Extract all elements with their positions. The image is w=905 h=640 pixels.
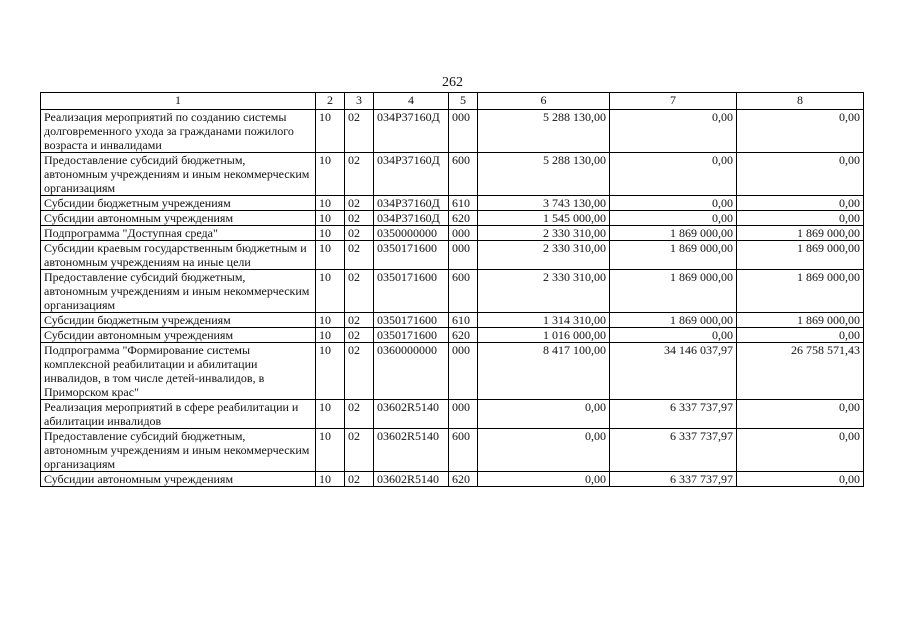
expense-type-cell: 000 (449, 226, 478, 241)
row-name-cell: Предоставление субсидий бюджетным, автономным учреждениям и иным некоммерческим организациям (41, 429, 316, 472)
row-name-cell: Субсидии автономным учреждениям (41, 211, 316, 226)
target-article-cell: 0350000000 (374, 226, 449, 241)
budget-table (40, 92, 864, 487)
amount-col7-cell: 0,00 (610, 328, 737, 343)
amount-col6-cell: 2 330 310,00 (478, 226, 610, 241)
amount-col7-cell: 1 869 000,00 (610, 313, 737, 328)
section-code-cell: 10 (316, 196, 345, 211)
row-name-cell: Предоставление субсидий бюджетным, автономным учреждениям и иным некоммерческим организациям (41, 270, 316, 313)
target-article-cell: 034P37160Д (374, 153, 449, 196)
amount-col8-cell: 0,00 (737, 472, 864, 487)
section-code-cell: 10 (316, 400, 345, 429)
target-article-cell: 03602R5140 (374, 400, 449, 429)
amount-col6-cell: 1 314 310,00 (478, 313, 610, 328)
table-row (41, 328, 864, 343)
amount-col8-cell: 26 758 571,43 (737, 343, 864, 400)
subsection-code-cell: 02 (345, 153, 374, 196)
row-name-cell: Предоставление субсидий бюджетным, автономным учреждениям и иным некоммерческим организациям (41, 153, 316, 196)
target-article-cell: 0350171600 (374, 328, 449, 343)
expense-type-cell: 620 (449, 211, 478, 226)
row-name-cell: Субсидии автономным учреждениям (41, 472, 316, 487)
row-name-cell: Субсидии автономным учреждениям (41, 328, 316, 343)
row-name-cell: Реализация мероприятий в сфере реабилитации и абилитации инвалидов (41, 400, 316, 429)
row-name-cell: Субсидии краевым государственным бюджетным и автономным учреждениям на иные цели (41, 241, 316, 270)
amount-col7-cell: 0,00 (610, 196, 737, 211)
section-code-cell: 10 (316, 472, 345, 487)
amount-col8-cell: 0,00 (737, 400, 864, 429)
row-name-cell: Субсидии бюджетным учреждениям (41, 313, 316, 328)
target-article-cell: 0360000000 (374, 343, 449, 400)
section-code-cell: 10 (316, 429, 345, 472)
amount-col8-cell: 1 869 000,00 (737, 241, 864, 270)
expense-type-cell: 610 (449, 313, 478, 328)
subsection-code-cell: 02 (345, 343, 374, 400)
expense-type-cell: 000 (449, 400, 478, 429)
amount-col6-cell: 5 288 130,00 (478, 153, 610, 196)
column-header: 2 (316, 93, 345, 110)
amount-col6-cell: 5 288 130,00 (478, 110, 610, 153)
table-row (41, 153, 864, 196)
page-number: 262 (442, 75, 463, 90)
subsection-code-cell: 02 (345, 241, 374, 270)
expense-type-cell: 600 (449, 270, 478, 313)
amount-col7-cell: 0,00 (610, 211, 737, 226)
amount-col7-cell: 6 337 737,97 (610, 472, 737, 487)
section-code-cell: 10 (316, 343, 345, 400)
target-article-cell: 0350171600 (374, 270, 449, 313)
column-header: 4 (374, 93, 449, 110)
amount-col8-cell: 1 869 000,00 (737, 313, 864, 328)
table-row (41, 211, 864, 226)
row-name-cell: Подпрограмма "Доступная среда" (41, 226, 316, 241)
amount-col8-cell: 0,00 (737, 110, 864, 153)
column-header: 5 (449, 93, 478, 110)
amount-col7-cell: 1 869 000,00 (610, 270, 737, 313)
expense-type-cell: 620 (449, 472, 478, 487)
section-code-cell: 10 (316, 211, 345, 226)
expense-type-cell: 000 (449, 343, 478, 400)
table-row (41, 429, 864, 472)
expense-type-cell: 610 (449, 196, 478, 211)
amount-col7-cell: 1 869 000,00 (610, 226, 737, 241)
amount-col6-cell: 3 743 130,00 (478, 196, 610, 211)
target-article-cell: 0350171600 (374, 313, 449, 328)
subsection-code-cell: 02 (345, 211, 374, 226)
amount-col7-cell: 34 146 037,97 (610, 343, 737, 400)
header-row (41, 93, 864, 110)
amount-col7-cell: 6 337 737,97 (610, 429, 737, 472)
amount-col6-cell: 2 330 310,00 (478, 270, 610, 313)
table-row (41, 472, 864, 487)
target-article-cell: 034P37160Д (374, 196, 449, 211)
section-code-cell: 10 (316, 110, 345, 153)
table-row (41, 196, 864, 211)
amount-col8-cell: 0,00 (737, 153, 864, 196)
amount-col6-cell: 1 545 000,00 (478, 211, 610, 226)
subsection-code-cell: 02 (345, 226, 374, 241)
section-code-cell: 10 (316, 313, 345, 328)
expense-type-cell: 600 (449, 153, 478, 196)
amount-col6-cell: 1 016 000,00 (478, 328, 610, 343)
section-code-cell: 10 (316, 328, 345, 343)
subsection-code-cell: 02 (345, 313, 374, 328)
section-code-cell: 10 (316, 226, 345, 241)
column-header: 8 (737, 93, 864, 110)
target-article-cell: 034P37160Д (374, 211, 449, 226)
amount-col8-cell: 1 869 000,00 (737, 270, 864, 313)
target-article-cell: 03602R5140 (374, 429, 449, 472)
amount-col8-cell: 1 869 000,00 (737, 226, 864, 241)
expense-type-cell: 000 (449, 241, 478, 270)
subsection-code-cell: 02 (345, 400, 374, 429)
table-row (41, 110, 864, 153)
amount-col8-cell: 0,00 (737, 429, 864, 472)
table-row (41, 226, 864, 241)
subsection-code-cell: 02 (345, 196, 374, 211)
table-row (41, 400, 864, 429)
target-article-cell: 034P37160Д (374, 110, 449, 153)
row-name-cell: Подпрограмма "Формирование системы комплексной реабилитации и абилитации инвалидов, в том числе детей-инвалидов, в Приморском крас" (41, 343, 316, 400)
table-row (41, 270, 864, 313)
amount-col8-cell: 0,00 (737, 196, 864, 211)
table-row (41, 313, 864, 328)
column-header: 1 (41, 93, 316, 110)
subsection-code-cell: 02 (345, 270, 374, 313)
amount-col6-cell: 0,00 (478, 472, 610, 487)
amount-col6-cell: 8 417 100,00 (478, 343, 610, 400)
amount-col6-cell: 0,00 (478, 400, 610, 429)
amount-col8-cell: 0,00 (737, 211, 864, 226)
subsection-code-cell: 02 (345, 429, 374, 472)
amount-col7-cell: 0,00 (610, 110, 737, 153)
target-article-cell: 03602R5140 (374, 472, 449, 487)
amount-col8-cell: 0,00 (737, 328, 864, 343)
table-row (41, 241, 864, 270)
section-code-cell: 10 (316, 241, 345, 270)
row-name-cell: Субсидии бюджетным учреждениям (41, 196, 316, 211)
section-code-cell: 10 (316, 270, 345, 313)
amount-col6-cell: 0,00 (478, 429, 610, 472)
table-row (41, 343, 864, 400)
expense-type-cell: 620 (449, 328, 478, 343)
amount-col7-cell: 1 869 000,00 (610, 241, 737, 270)
expense-type-cell: 600 (449, 429, 478, 472)
column-header: 3 (345, 93, 374, 110)
subsection-code-cell: 02 (345, 328, 374, 343)
subsection-code-cell: 02 (345, 110, 374, 153)
subsection-code-cell: 02 (345, 472, 374, 487)
section-code-cell: 10 (316, 153, 345, 196)
column-header: 6 (478, 93, 610, 110)
amount-col6-cell: 2 330 310,00 (478, 241, 610, 270)
column-header: 7 (610, 93, 737, 110)
target-article-cell: 0350171600 (374, 241, 449, 270)
amount-col7-cell: 6 337 737,97 (610, 400, 737, 429)
expense-type-cell: 000 (449, 110, 478, 153)
row-name-cell: Реализация мероприятий по созданию системы долговременного ухода за гражданами пожилого возраста и инвалидами (41, 110, 316, 153)
amount-col7-cell: 0,00 (610, 153, 737, 196)
